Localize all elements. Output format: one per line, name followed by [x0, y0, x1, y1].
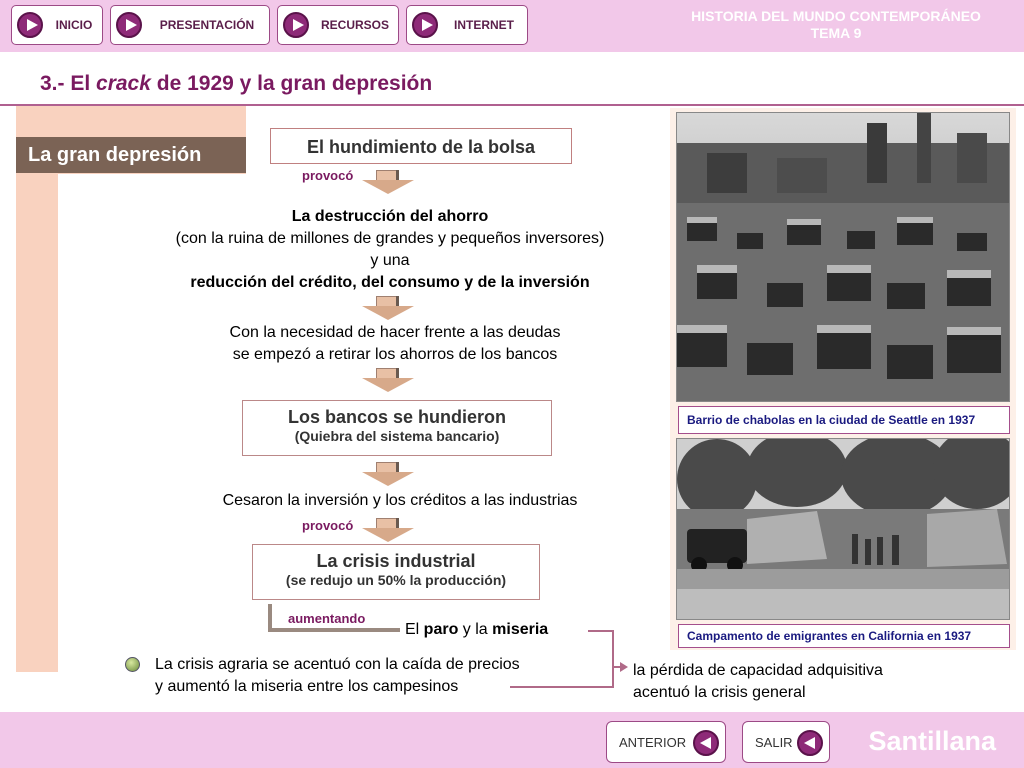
bullet-icon — [125, 657, 140, 672]
block-cesaron: Cesaron la inversión y los créditos a las industrias — [222, 492, 578, 509]
photo-caption-1: Barrio de chabolas en la ciudad de Seattle en 1937 — [678, 406, 1010, 434]
miseria-text: miseria — [492, 621, 549, 638]
nav-label: RECURSOS — [320, 18, 389, 32]
crisis-industrial-sub: (se redujo un 50% la producción) — [285, 572, 507, 588]
shanty-town-image — [677, 113, 1010, 402]
result-line2: acentuó la crisis general — [633, 684, 806, 701]
play-icon — [283, 12, 309, 38]
left-strip — [16, 106, 58, 672]
connector-vertical — [612, 630, 614, 688]
page-title-italic: crack — [96, 72, 151, 95]
crisis-industrial-title: La crisis industrial — [316, 551, 476, 571]
arrow-down-icon — [360, 296, 416, 320]
anterior-label: ANTERIOR — [619, 735, 687, 750]
section-label: La gran depresión — [16, 137, 246, 173]
course-title-line1: HISTORIA DEL MUNDO CONTEMPORÁNEO — [691, 8, 981, 24]
provoco-label-1: provocó — [302, 168, 354, 183]
reduccion-credito-text: reducción del crédito, del consumo y de la inversión — [190, 274, 590, 291]
box-crisis-industrial — [252, 544, 540, 600]
y-la-text: y la — [458, 621, 493, 638]
photo-seattle-shacks — [676, 112, 1010, 402]
deudas-line2: se empezó a retirar los ahorros de los bancos — [232, 346, 558, 363]
connector-top — [588, 630, 614, 632]
arrow-down-icon — [360, 462, 416, 486]
deudas-line1: Con la necesidad de hacer frente a las deudas — [229, 324, 561, 341]
agraria-line1: La crisis agraria se acentuó con la caída de precios — [155, 656, 520, 673]
photo-california-camp — [676, 438, 1010, 620]
bancos-sub: (Quiebra del sistema bancario) — [294, 428, 500, 444]
page-title — [40, 72, 432, 96]
paro-miseria-text — [405, 619, 585, 641]
paro-text: paro — [423, 621, 459, 638]
photo-caption-2: Campamento de emigrantes en California en 1937 — [678, 624, 1010, 648]
migrant-camp-image — [677, 439, 1010, 620]
provoco-label-2: provocó — [302, 518, 354, 533]
y-una-text: y una — [370, 252, 410, 269]
box-hundimiento-bolsa — [270, 128, 572, 164]
bracket-horizontal — [268, 628, 400, 632]
arrow-down-icon — [360, 170, 416, 194]
nav-button-recursos[interactable] — [277, 5, 399, 45]
el-text: El — [405, 621, 424, 638]
result-line1: la pérdida de capacidad adquisitiva — [633, 662, 883, 679]
block-deudas — [160, 322, 630, 366]
play-icon — [116, 12, 142, 38]
back-arrow-icon — [693, 730, 719, 756]
agraria-line2: y aumentó la miseria entre los campesinos — [155, 678, 459, 695]
page-title-prefix: 3.- El — [40, 72, 97, 95]
nav-button-internet[interactable] — [406, 5, 528, 45]
back-arrow-icon — [797, 730, 823, 756]
course-title-line2: TEMA 9 — [810, 25, 862, 41]
arrow-right-icon — [620, 662, 628, 672]
nav-label: PRESENTACIÓN — [159, 18, 255, 32]
block-destruccion-ahorro — [120, 206, 660, 294]
aumentando-label: aumentando — [288, 611, 366, 626]
block-crisis-agraria — [155, 654, 595, 698]
salir-label: SALIR — [755, 735, 793, 750]
box-hundimiento-label: El hundimiento de la bolsa — [306, 137, 536, 157]
brand-logo: Santillana — [868, 726, 996, 756]
nav-label: INICIO — [55, 18, 93, 32]
block-resultado — [633, 660, 953, 704]
play-icon — [17, 12, 43, 38]
nav-button-inicio[interactable] — [11, 5, 103, 45]
nav-button-presentacion[interactable] — [110, 5, 270, 45]
section-tab — [16, 106, 246, 174]
bancos-title: Los bancos se hundieron — [287, 407, 507, 427]
page-title-suffix: de 1929 y la gran depresión — [150, 72, 433, 95]
nav-label: INTERNET — [454, 18, 514, 32]
arrow-down-icon — [360, 368, 416, 392]
course-title — [666, 8, 1006, 42]
ruina-inversores-text: (con la ruina de millones de grandes y pequeños inversores) — [175, 230, 605, 247]
box-bancos-hundieron — [242, 400, 552, 456]
arrow-down-icon — [360, 518, 416, 542]
play-icon — [412, 12, 438, 38]
anterior-button[interactable] — [606, 721, 726, 763]
salir-button[interactable] — [742, 721, 830, 763]
destruccion-ahorro-text: La destrucción del ahorro — [291, 208, 489, 225]
